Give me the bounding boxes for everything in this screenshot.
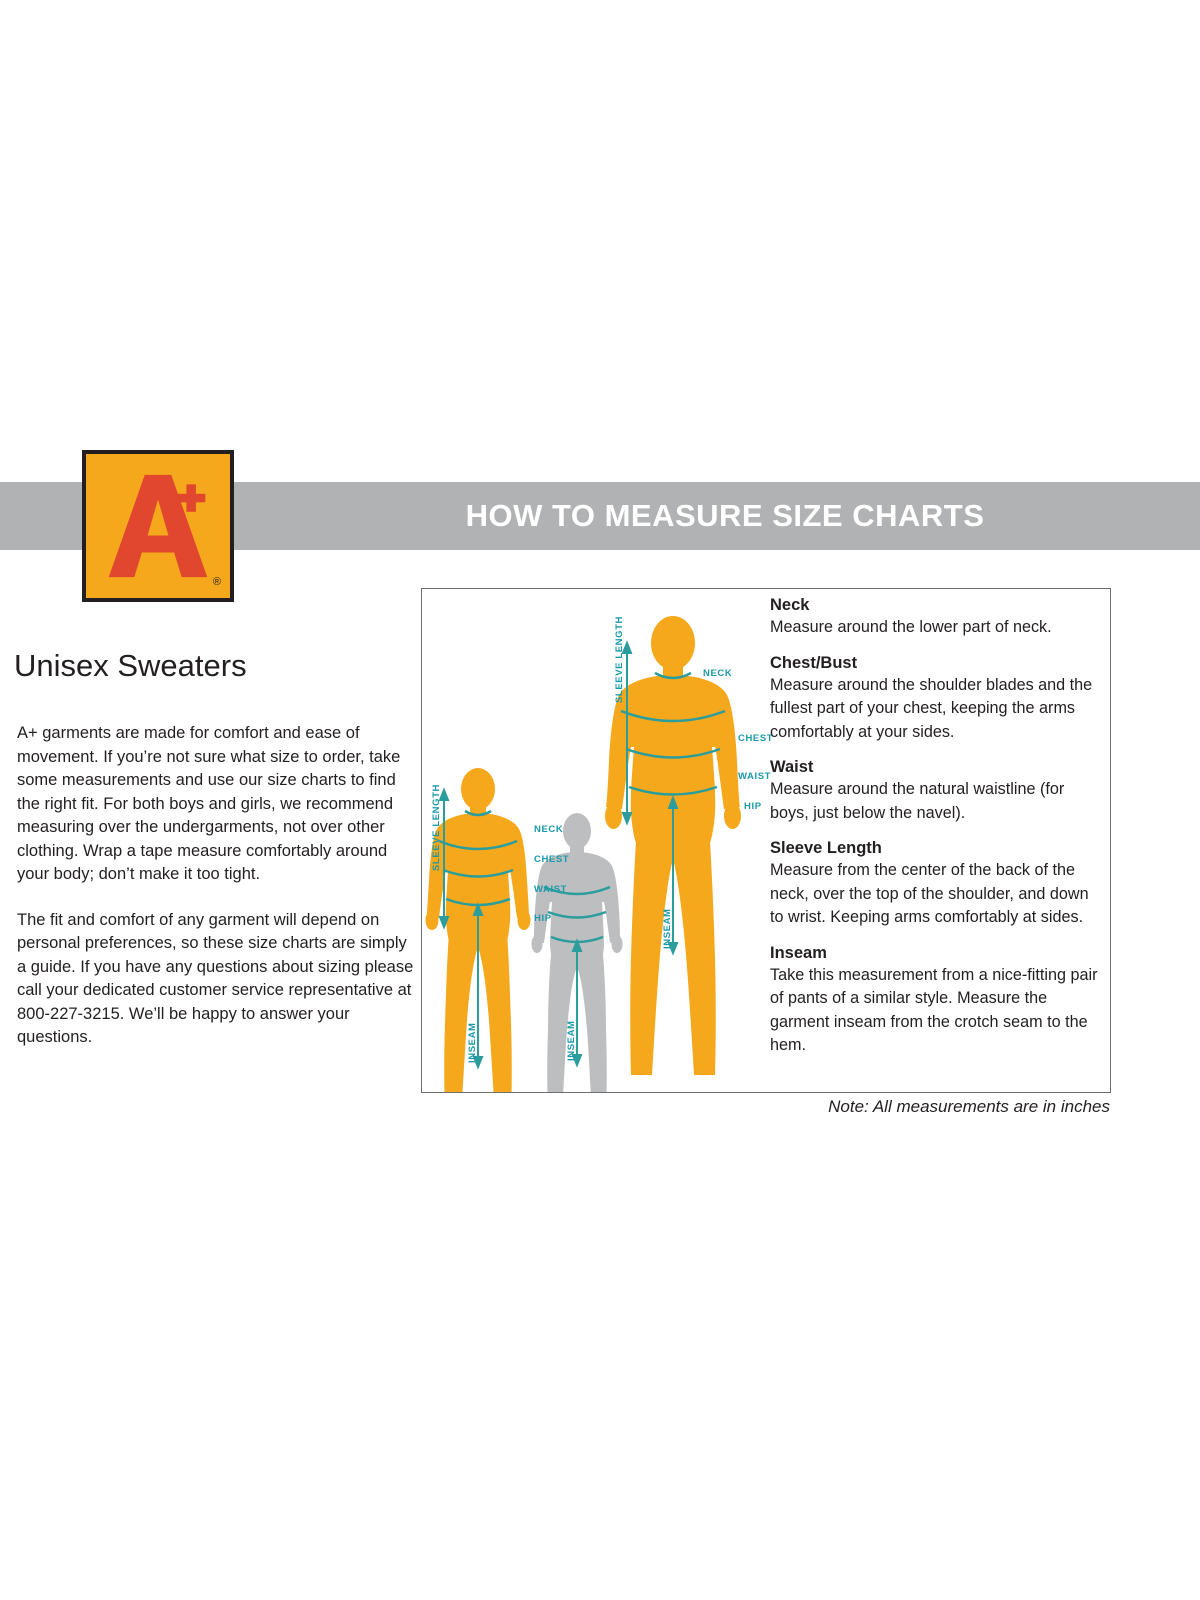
definition-description: Take this measurement from a nice-fitting pair of pants of a similar style. Measure the garment inseam from the crotch seam to the hem. [770, 965, 1098, 1054]
definition-term: Chest/Bust [770, 653, 858, 672]
definition-neck [770, 596, 1105, 640]
registered-mark: ® [212, 576, 221, 588]
definition-inseam [770, 944, 1105, 1058]
definition-sleeve-length [770, 839, 1105, 930]
definition-term: Neck [770, 596, 810, 614]
label-neck-adult: NECK [703, 668, 733, 679]
definition-term: Inseam [770, 943, 827, 962]
definition-description: Measure around the shoulder blades and the fullest part of your chest, keeping the arms comfortably at your sides. [770, 675, 1093, 741]
definition-waist [770, 758, 1105, 825]
label-inseam-adult: INSEAM [662, 908, 673, 949]
label-hip-adult: HIP [744, 801, 762, 812]
brand-logo [82, 450, 234, 602]
label-hip-child: HIP [534, 913, 552, 924]
label-inseam-child: INSEAM [467, 1022, 478, 1063]
definition-description: Measure around the lower part of neck. [770, 618, 1052, 636]
intro-paragraph-2: The fit and comfort of any garment will depend on personal preferences, so these size charts are simply a guide. If you have any questions about sizing please call your dedicated customer service representative at 800-227-3215. We’ll be happy to answer your questions. [17, 910, 414, 1046]
label-chest-adult: CHEST [738, 733, 774, 744]
page-title: HOW TO MEASURE SIZE CHARTS [465, 498, 985, 533]
measurement-units-note: Note: All measurements are in inches [828, 1097, 1110, 1116]
definition-description: Measure around the natural waistline (for boys, just below the navel). [770, 780, 1065, 822]
intro-paragraph-1: A+ garments are made for comfort and ease of movement. If you’re not sure what size to order, take some measurements and use our size charts to find the right fit. For both boys and girls, we recommend measuring over the undergarments, not over other clothing. Wrap a tape measure comfortably around your body; don’t make it too tight. [17, 724, 401, 883]
label-waist-adult: WAIST [738, 771, 772, 782]
definition-chest-bust [770, 654, 1105, 745]
label-inseam-gray: INSEAM [566, 1020, 577, 1061]
label-chest-child: CHEST [534, 854, 570, 865]
definition-term: Sleeve Length [770, 839, 882, 857]
definitions-list [770, 596, 1105, 1072]
label-sleeve-length-adult: SLEEVE LENGTH [614, 616, 625, 703]
definition-description: Measure from the center of the back of the neck, over the top of the shoulder, and down to wrist. Keeping arms comfortably at sides. [770, 861, 1089, 926]
product-title: Unisex Sweaters [14, 648, 247, 683]
label-sleeve-length-child: SLEEVE LENGTH [431, 784, 442, 871]
definition-term: Waist [770, 758, 814, 776]
label-waist-child: WAIST [534, 884, 568, 895]
label-neck-child: NECK [534, 824, 564, 835]
intro-copy [17, 722, 417, 1072]
logo-a-plus-mark [86, 454, 230, 598]
